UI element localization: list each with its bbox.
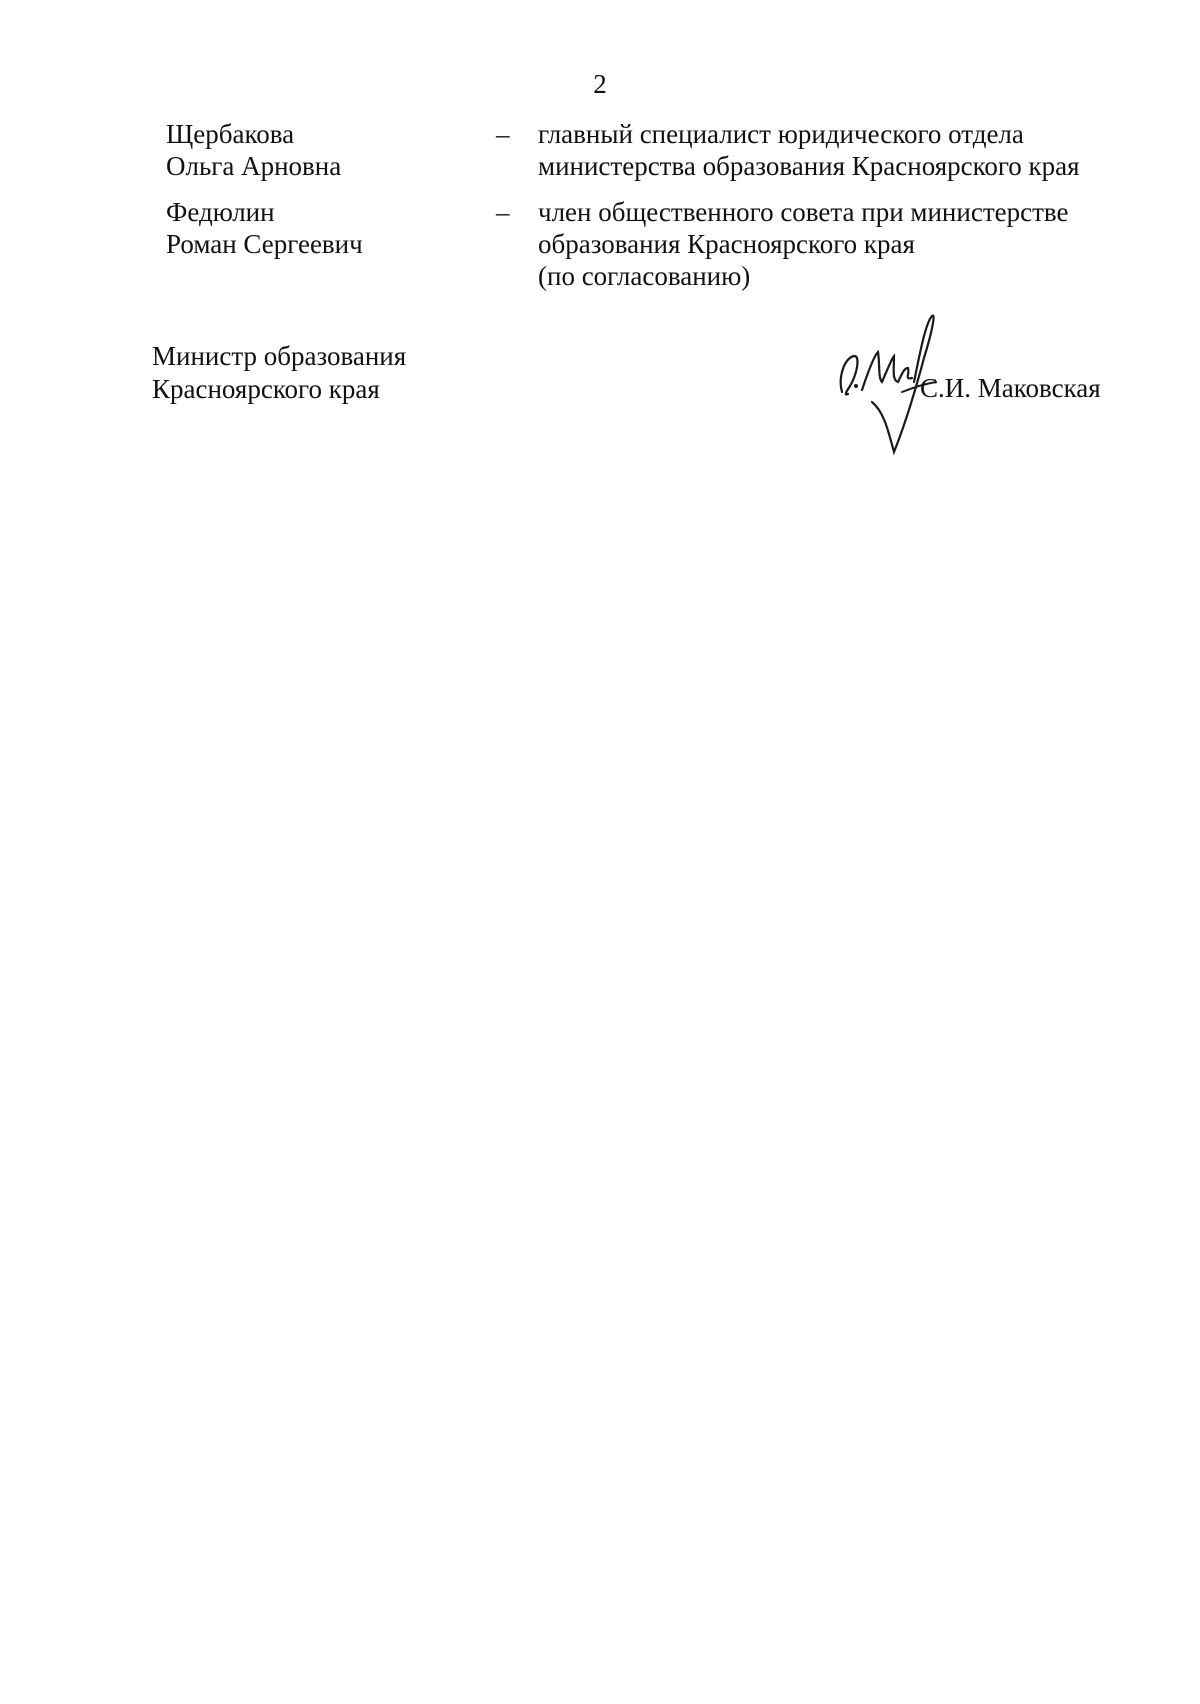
member-role-line: министерства образования Красноярского края bbox=[538, 151, 1080, 181]
signatory-position-line: Министр образования bbox=[152, 341, 407, 371]
member-given-names: Роман Сергеевич bbox=[166, 229, 363, 259]
member-name bbox=[166, 196, 466, 260]
member-role-line: (по согласованию) bbox=[538, 261, 751, 291]
member-role bbox=[538, 196, 1118, 292]
member-role-line: главный специалист юридического отдела bbox=[538, 119, 1024, 149]
member-surname: Щербакова bbox=[166, 119, 295, 149]
member-surname: Федюлин bbox=[166, 197, 275, 227]
member-entry bbox=[166, 118, 1106, 188]
signatory-position-line: Красноярского края bbox=[152, 374, 380, 404]
member-dash: – bbox=[496, 197, 510, 227]
signatory-position bbox=[152, 340, 406, 406]
signatory-name: С.И. Маковская bbox=[920, 373, 1101, 403]
page-number: 2 bbox=[593, 69, 607, 99]
member-role-line: образования Красноярского края bbox=[538, 229, 915, 259]
member-given-names: Ольга Арновна bbox=[166, 151, 342, 181]
member-role bbox=[538, 118, 1118, 182]
member-name bbox=[166, 118, 466, 182]
member-role-line: член общественного совета при министерстве bbox=[538, 197, 1069, 227]
member-entry bbox=[166, 196, 1106, 296]
member-dash: – bbox=[496, 119, 510, 149]
